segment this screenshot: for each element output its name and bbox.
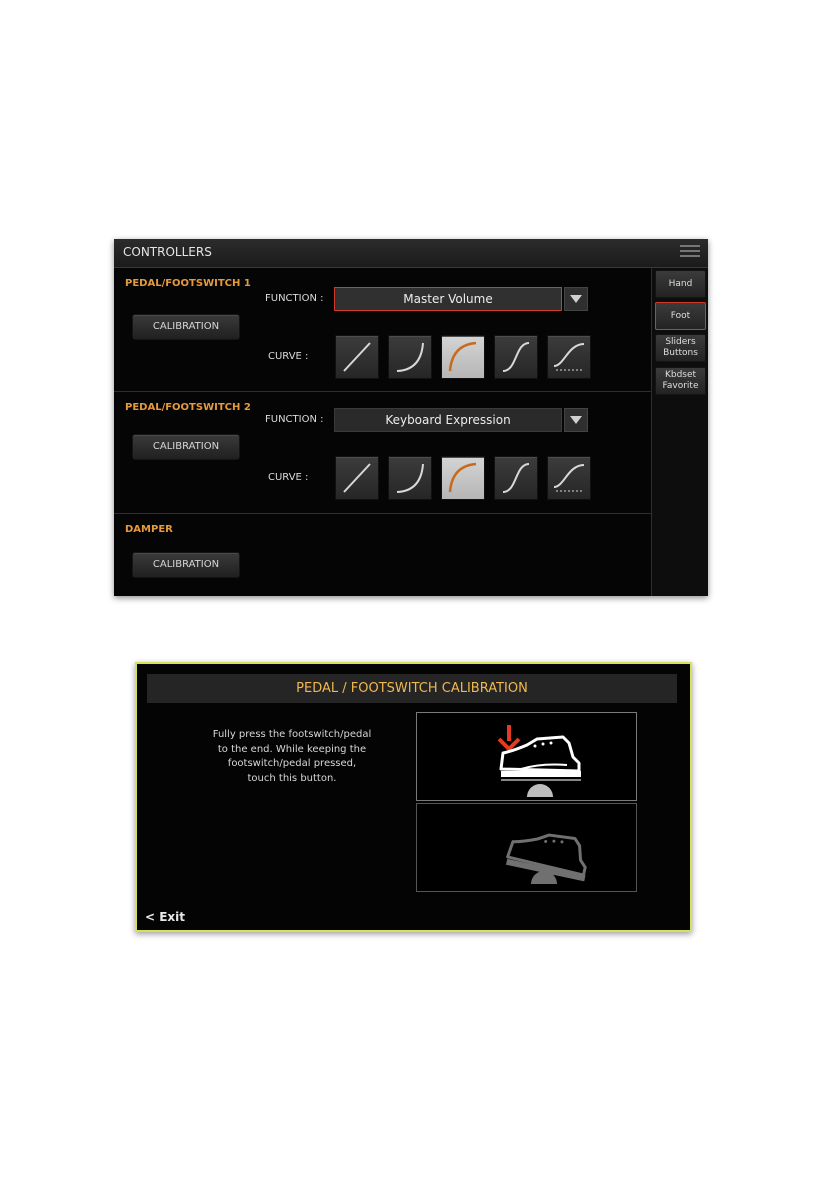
function-select[interactable]: Keyboard Expression: [334, 408, 562, 432]
s-curve-dotted-icon[interactable]: [547, 456, 591, 500]
convex-curve-icon[interactable]: [388, 456, 432, 500]
side-tab-bar: [651, 268, 708, 596]
function-label: FUNCTION :: [265, 293, 324, 304]
instruction-line: footswitch/pedal pressed,: [227, 758, 357, 769]
curve-label: CURVE :: [268, 472, 309, 483]
tab-sliders-buttons[interactable]: [655, 334, 706, 362]
section-title: DAMPER: [125, 524, 173, 535]
section-title: PEDAL/FOOTSWITCH 1: [125, 278, 251, 289]
calibration-button[interactable]: CALIBRATION: [132, 552, 240, 578]
calibration-screen: [135, 662, 692, 932]
pedal-released-button[interactable]: [416, 803, 637, 892]
tab-hand[interactable]: [655, 270, 706, 298]
dropdown-arrow-icon[interactable]: [564, 408, 588, 432]
pedal-pressed-shoe-icon: [417, 713, 636, 800]
controllers-screen: [114, 239, 708, 596]
calibration-title: PEDAL / FOOTSWITCH CALIBRATION: [147, 674, 677, 703]
tab-label: Favorite: [662, 381, 699, 391]
tab-label: Kbdset: [664, 370, 697, 380]
pedal-released-shoe-icon: [417, 804, 636, 891]
hamburger-menu-icon[interactable]: [680, 245, 700, 261]
tab-label: Sliders: [665, 337, 696, 347]
function-label: FUNCTION :: [265, 414, 324, 425]
tab-kbdset-favorite[interactable]: [655, 367, 706, 395]
calibration-button[interactable]: CALIBRATION: [132, 434, 240, 460]
instruction-line: Fully press the footswitch/pedal: [212, 729, 372, 740]
title-bar: [114, 239, 708, 268]
page-title: CONTROLLERS: [123, 245, 212, 259]
s-curve-icon[interactable]: [494, 456, 538, 500]
controllers-main: [114, 268, 651, 596]
tab-label: Hand: [668, 279, 693, 289]
pedal-footswitch-2-section: [114, 392, 651, 514]
tab-label: Foot: [670, 311, 691, 321]
damper-section: [114, 514, 651, 596]
linear-curve-icon[interactable]: [335, 335, 379, 379]
function-select[interactable]: Master Volume: [334, 287, 562, 311]
curve-label: CURVE :: [268, 351, 309, 362]
tab-label: Buttons: [663, 348, 698, 358]
concave-curve-icon[interactable]: [441, 456, 485, 500]
exit-button[interactable]: < Exit: [145, 910, 186, 924]
section-title: PEDAL/FOOTSWITCH 2: [125, 402, 251, 413]
pedal-pressed-button[interactable]: [416, 712, 637, 801]
calibration-instructions: [177, 728, 407, 786]
s-curve-icon[interactable]: [494, 335, 538, 379]
dropdown-arrow-icon[interactable]: [564, 287, 588, 311]
pedal-footswitch-1-section: [114, 268, 651, 392]
s-curve-dotted-icon[interactable]: [547, 335, 591, 379]
calibration-button[interactable]: CALIBRATION: [132, 314, 240, 340]
instruction-line: touch this button.: [247, 772, 337, 784]
tab-foot[interactable]: [655, 302, 706, 330]
linear-curve-icon[interactable]: [335, 456, 379, 500]
concave-curve-icon[interactable]: [441, 335, 485, 379]
instruction-line: to the end. While keeping the: [217, 743, 367, 755]
convex-curve-icon[interactable]: [388, 335, 432, 379]
